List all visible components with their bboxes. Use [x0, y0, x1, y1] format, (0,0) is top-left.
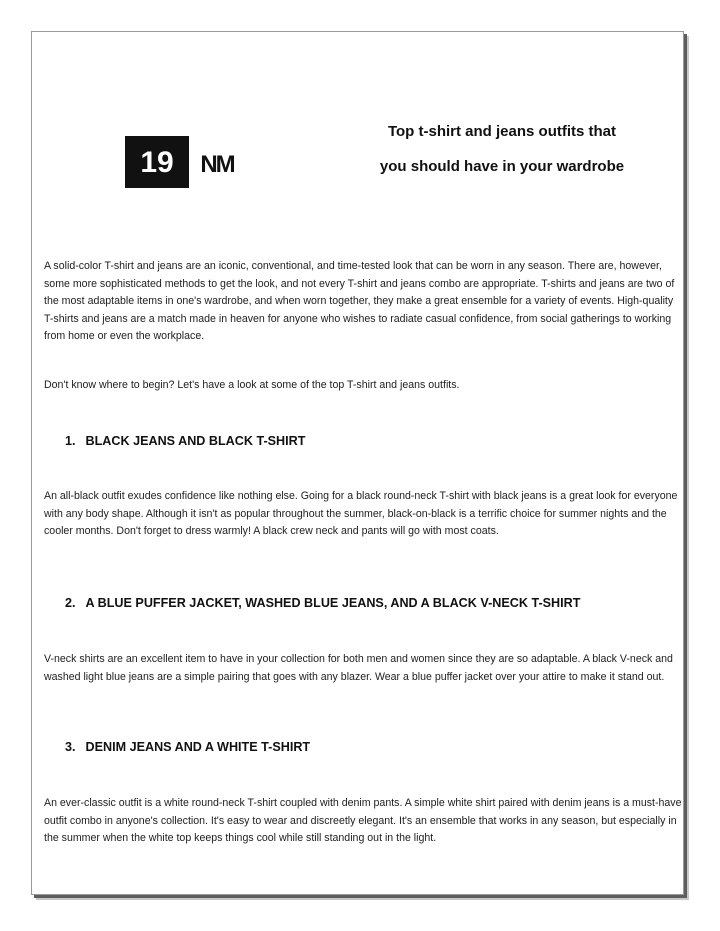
section-3-heading	[65, 740, 310, 754]
section-3-number: 3.	[65, 740, 76, 754]
section-2-heading	[65, 596, 580, 610]
section-2-body: V-neck shirts are an excellent item to have in your collection for both men and women since they are so adaptable. A black V-neck and washed light blue jeans are a simple pairing that goes with any blazer. Wear a blue puffer jacket over your attire to make it stand out.	[44, 653, 673, 683]
title-line-1: Top t-shirt and jeans outfits that	[387, 123, 617, 140]
section-1-heading	[65, 434, 305, 448]
section-1-number: 1.	[65, 434, 76, 448]
section-2-number: 2.	[65, 596, 76, 610]
document-page	[31, 31, 684, 895]
section-1-title: BLACK JEANS AND BLACK T-SHIRT	[85, 434, 306, 448]
document-title	[332, 114, 672, 184]
section-1-body: An all-black outfit exudes confidence like nothing else. Going for a black round-neck T-shirt with black jeans is a great look for everyone with any body shape. Although it isn't as popular throughout the summer, black-on-black is a terrific choice for summer nights and the cooler months. Don't forget to dress warmly! A black crew neck and pants will go with most coats.	[44, 490, 678, 538]
intro-cta-paragraph: Don't know where to begin? Let's have a look at some of the top T-shirt and jeans outfits.	[44, 379, 460, 391]
section-3-title: DENIM JEANS AND A WHITE T-SHIRT	[85, 740, 311, 754]
title-line-2: you should have in your wardrobe	[379, 158, 625, 175]
section-3-body: An ever-classic outfit is a white round-neck T-shirt coupled with denim pants. A simple white shirt paired with denim jeans is a must-have outfit combo in anyone's collection. It's easy to wear and discreetly elegant. It's an ensemble that works in any season, but especially in the summer when the white top keeps things cool while still standing out in the light.	[44, 797, 682, 845]
intro-paragraph: A solid-color T-shirt and jeans are an iconic, conventional, and time-tested look that can be worn in any season. There are, however, some more sophisticated methods to get the look, and not every T-shirt and jeans combo are appropriate. T-shirts and jeans are two of the most adaptable items in one's wardrobe, and when worn together, they make a great ensemble for a variety of events. High-quality T-shirts and jeans are a match made in heaven for anyone who wishes to radiate casual confidence, from social gatherings to working from home or even the workplace.	[44, 260, 675, 343]
logo-number: 19	[140, 146, 174, 179]
brand-logo	[125, 136, 245, 188]
logo-letters: NM	[200, 151, 234, 178]
section-2-title: A BLUE PUFFER JACKET, WASHED BLUE JEANS, AND A BLACK V-NECK T-SHIRT	[85, 596, 581, 610]
